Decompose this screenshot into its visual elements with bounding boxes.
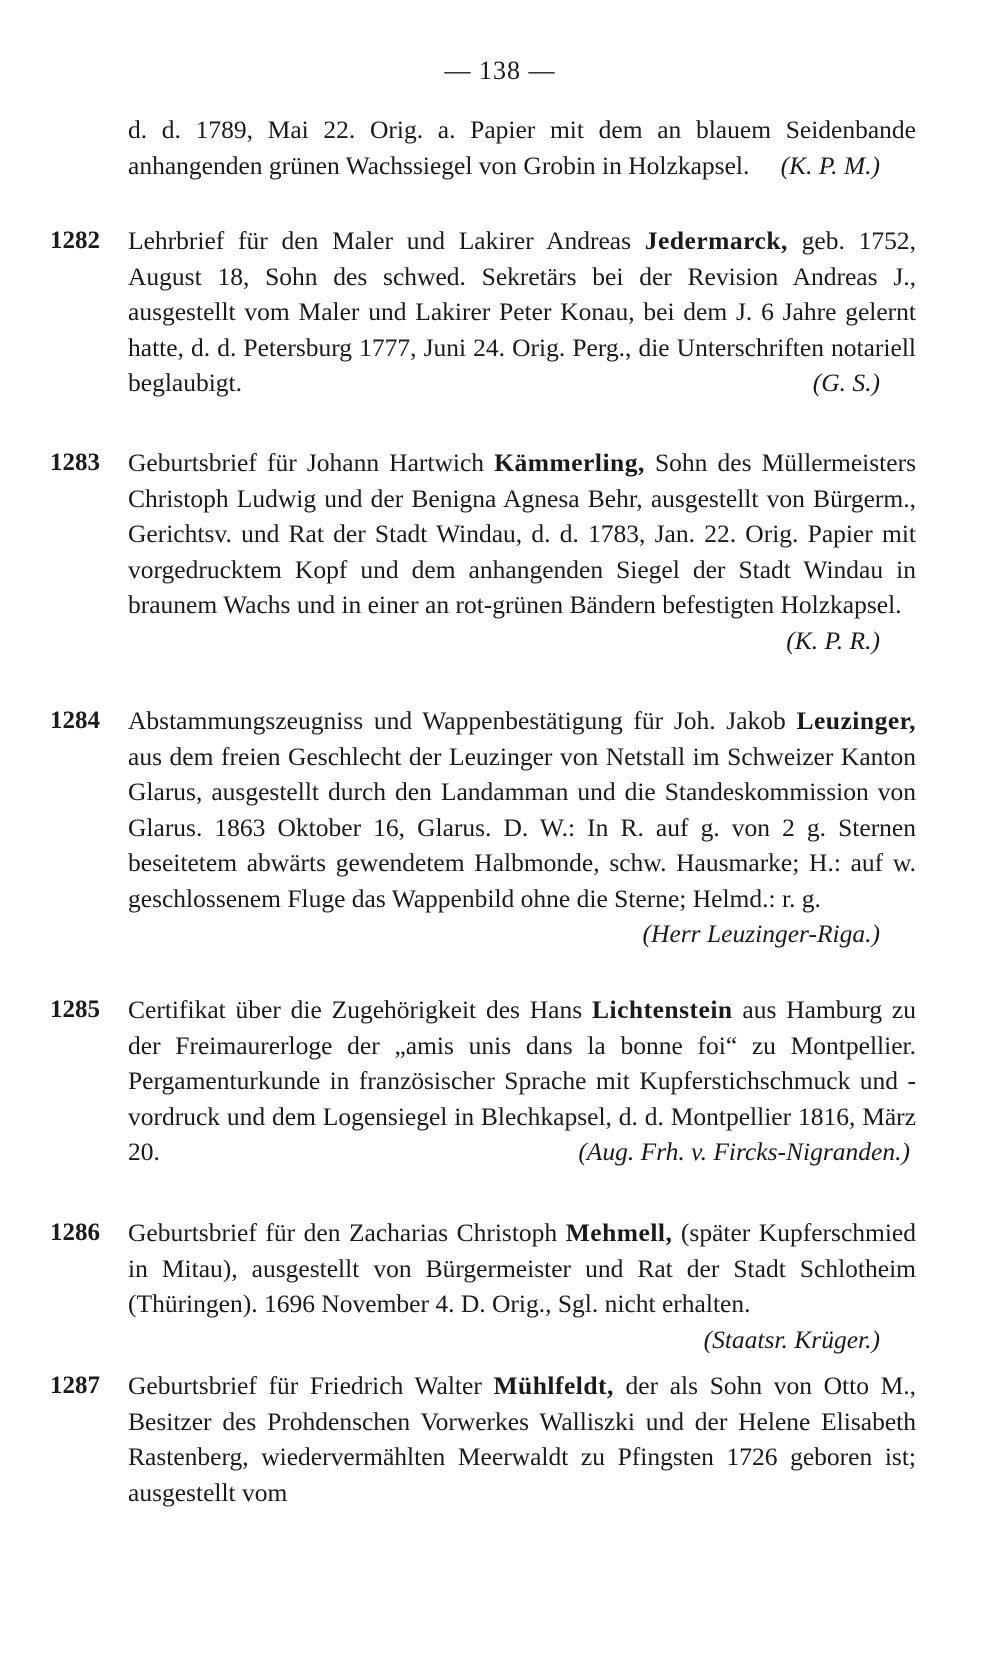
entry-name: Jedermarck, [644, 226, 788, 255]
entry-number: 1284 [50, 707, 100, 734]
entry-text-after: geb. 1752, August 18, Sohn des schwed. Sekretärs bei der Revision Andreas J., ausgestellt vom Maler und Lakirer Peter Konau, bei dem J. 6 Jahre gelernt hatte, d. d. Petersburg 1777, Juni 24. Orig. Perg., die Unterschriften notariell beglaubigt. [128, 226, 916, 397]
entry-source: (G. S.) [812, 368, 880, 397]
entry-text-before: Certifikat über die Zugehörigkeit des Hans [128, 995, 592, 1024]
entry-name: Mühlfeldt, [493, 1371, 614, 1400]
entry-name: Mehmell, [565, 1218, 673, 1247]
entry-number: 1285 [50, 996, 100, 1023]
entry-name: Kämmerling, [494, 448, 645, 477]
continuation-paragraph [128, 112, 916, 183]
page-number: — 138 — [444, 56, 556, 85]
entry-1287 [50, 1368, 917, 1510]
entry-number: 1283 [50, 449, 100, 476]
entry-1282 [50, 223, 916, 401]
entry-text-after: Sohn des Müllermeisters Christoph Ludwig und der Benigna Agnesa Behr, ausgestellt von Bürgerm., Gerichtsv. und Rat der Stadt Windau, d. d. 1783, Jan. 22. Orig. Papier mit vorgedrucktem Kopf und dem anhangenden Siegel der Stadt Windau in braunem Wachs und in einer an rot-grünen Bändern befestigten Holzkapsel. [128, 448, 916, 619]
entry-source: (Herr Leuzinger-Riga.) [642, 919, 880, 948]
entry-number: 1282 [50, 227, 100, 254]
entry-text-after: (später Kupferschmied in Mitau), ausgestellt von Bürgermeister und Rat der Stadt Schlotheim (Thüringen). 1696 November 4. D. Orig., Sgl. nicht erhalten. [128, 1218, 916, 1318]
entry-1284 [50, 703, 916, 952]
entry-text-before: Abstammungszeugniss und Wappenbestätigung für Joh. Jakob [128, 706, 797, 735]
entry-text-before: Geburtsbrief für Johann Hartwich [128, 448, 495, 477]
entry-text-after: aus Hamburg zu der Freimaurerloge der „amis unis dans la bonne foi“ zu Montpellier. Pergamenturkunde in französischer Sprache mit Kupferstichschmuck und -vordruck und dem Logensiegel in Blechkapsel, d. d. Montpellier 1816, März 20. [128, 995, 916, 1166]
entry-1286 [50, 1215, 916, 1357]
entry-text-after: der als Sohn von Otto M., Besitzer des Prohdenschen Vorwerkes Walliszki und der Helene Elisabeth Rastenberg, wiedervermählten Meerwaldt zu Pfingsten 1726 geboren ist; ausgestellt vom [128, 1371, 917, 1507]
entry-1285 [50, 992, 916, 1170]
entry-number: 1286 [50, 1219, 100, 1246]
entry-source: (K. P. R.) [786, 625, 880, 655]
entry-text-before: Lehrbrief für den Maler und Lakirer Andreas [128, 226, 645, 255]
entry-1283 [50, 445, 916, 658]
entry-source: (Staatsr. Krüger.) [703, 1324, 880, 1354]
entry-name: Leuzinger, [796, 706, 916, 735]
entry-number: 1287 [50, 1372, 100, 1399]
continuation-source: (K. P. M.) [780, 150, 880, 180]
entry-text-before: Geburtsbrief für Friedrich Walter [128, 1371, 494, 1400]
entry-text-before: Geburtsbrief für den Zacharias Christoph [128, 1218, 566, 1247]
entry-text-after: aus dem freien Geschlecht der Leuzinger von Netstall im Schweizer Kanton Glarus, ausgestellt durch den Landamman und die Standeskommission von Glarus. 1863 Oktober 16, Glarus. D. W.: In R. auf g. von 2 g. Sternen beseitetem abwärts gewendetem Halbmonde, schw. Hausmarke; H.: auf w. geschlossenem Fluge das Wappenbild ohne die Sterne; Helmd.: r. g. [128, 741, 916, 913]
entry-name: Lichtenstein [592, 995, 733, 1024]
continuation-text: d. d. 1789, Mai 22. Orig. a. Papier mit dem an blauem Seidenbande anhangenden grünen Wachssiegel von Grobin in Holzkapsel. [128, 115, 916, 180]
entry-source: (Aug. Frh. v. Fircks-Nigranden.) [578, 1137, 910, 1166]
